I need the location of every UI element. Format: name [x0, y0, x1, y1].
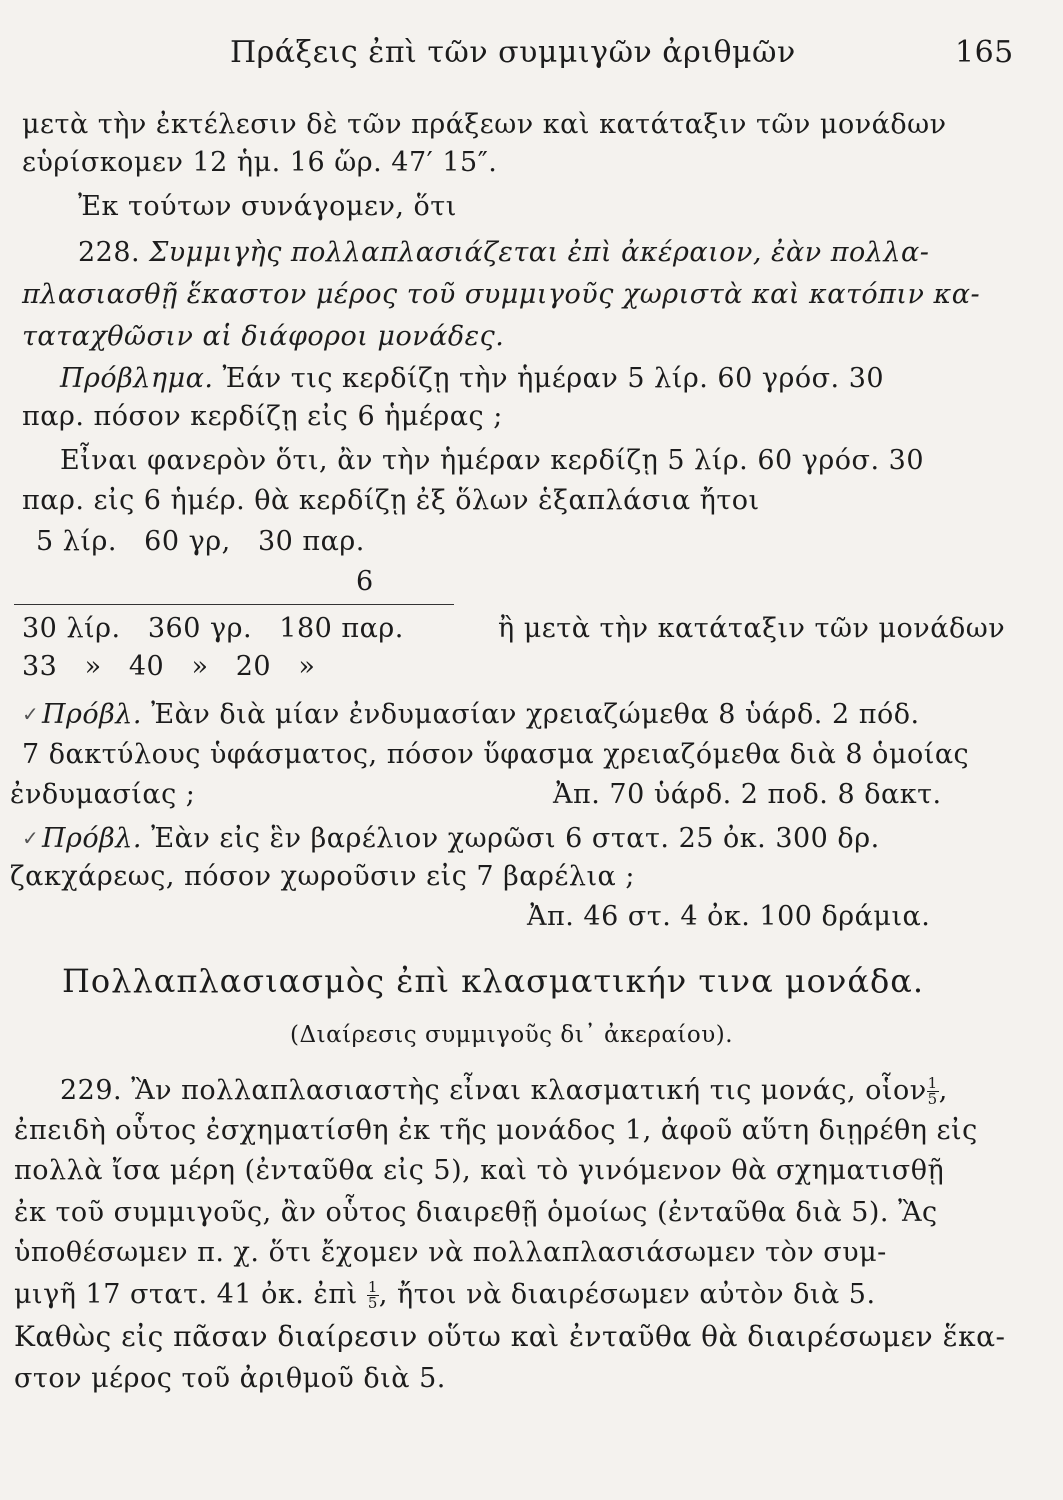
rule-text: πλασιασθῇ ἕκαστον μέρος τοῦ συμμιγοῦς χωριστὰ καὶ κατόπιν κα-: [22, 279, 981, 310]
calc-row-3: 33 » 40 » 20 »: [22, 651, 316, 682]
text-line: Εἶναι φανερὸν ὅτι, ἂν τὴν ἡμέραν κερδίζῃ 5 λίρ. 60 γρόσ. 30: [60, 445, 924, 476]
exercise-2-answer: Ἀπ. 46 στ. 4 ὀκ. 100 δράμια.: [527, 901, 931, 932]
exercise-1-line: [42, 698, 920, 732]
rule-228-line: [78, 236, 929, 270]
calc-row-2: 30 λίρ. 360 γρ. 180 παρ.: [22, 613, 404, 644]
rule-text: Συμμιγὴς πολλαπλασιάζεται ἐπὶ ἀκέραιον, ἐὰν πολλα-: [149, 237, 930, 268]
fraction-one-fifth: [927, 1076, 939, 1107]
fraction-denominator: 5: [367, 1294, 378, 1312]
problem-text: Ἐάν τις κερδίζῃ τὴν ἡμέραν 5 λίρ. 60 γρόσ. 30: [222, 363, 885, 394]
calc-row-2-note: ἢ μετὰ τὴν κατάταξιν τῶν μονάδων: [498, 613, 1006, 644]
rule-text: Ἂν πολλαπλασιαστὴς εἶναι κλασματική τις μονάς, οἷον: [131, 1075, 927, 1106]
text-line: 7 δακτύλους ὑφάσματος, πόσον ὕφασμα χρειαζόμεθα διὰ 8 ὁμοίας: [22, 739, 970, 770]
exercise-label: Πρόβλ.: [42, 823, 142, 854]
fraction-one-fifth: [367, 1280, 379, 1311]
check-mark: ✓: [22, 702, 39, 726]
page-number: 165: [955, 35, 1014, 70]
problem-line: [60, 362, 884, 396]
fraction-denominator: 5: [927, 1090, 938, 1108]
rule-text: ταταχθῶσιν αἱ διάφοροι μονάδες.: [22, 321, 505, 352]
text-line: ζακχάρεως, πόσον χωροῦσιν εἰς 7 βαρέλια ;: [10, 861, 635, 892]
text-line: Ἐκ τούτων συνάγομεν, ὅτι: [78, 191, 457, 222]
section-subheading: (Διαίρεσις συμμιγοῦς δι᾽ ἀκεραίου).: [290, 1022, 734, 1048]
check-mark: ✓: [22, 826, 39, 850]
text-line: ἐνδυμασίας ;: [10, 779, 196, 810]
text-line: παρ. εἰς 6 ἡμέρ. θὰ κερδίζῃ ἐξ ὅλων ἑξαπλάσια ἤτοι: [22, 485, 760, 516]
text-line: μετὰ τὴν ἐκτέλεσιν δὲ τῶν πράξεων καὶ κατάταξιν τῶν μονάδων: [22, 109, 947, 140]
fraction-numerator: 1: [927, 1074, 938, 1092]
running-header-title: Πράξεις ἐπὶ τῶν συμμιγῶν ἀριθμῶν: [230, 35, 796, 70]
calc-divider: [14, 604, 454, 605]
section-heading: Πολλαπλασιασμὸς ἐπὶ κλασματικήν τινα μονάδα.: [62, 962, 925, 1000]
calc-multiplier: 6: [356, 566, 374, 597]
text-segment: ἤτοι νὰ διαιρέσωμεν αὐτὸν διὰ 5.: [397, 1279, 876, 1310]
exercise-1-answer: Ἀπ. 70 ὑάρδ. 2 ποδ. 8 δακτ.: [553, 779, 942, 810]
calc-row-1: 5 λίρ. 60 γρ, 30 παρ.: [36, 526, 365, 557]
text-line: ἐκ τοῦ συμμιγοῦς, ἂν οὗτος διαιρεθῇ ὁμοίως (ἐνταῦθα διὰ 5). Ἂς: [14, 1197, 938, 1228]
rule-229-fraction-line: μιγῆ 17 στατ. 41 ὀκ. ἐπὶ $\frac{1}{5}$ , ἤτοι νὰ διαιρέσωμεν αὐτὸν διὰ 5.: [14, 1278, 876, 1312]
text-line: παρ. πόσον κερδίζῃ εἰς 6 ἡμέρας ;: [22, 401, 503, 432]
exercise-text: Ἐὰν διὰ μίαν ἐνδυμασίαν χρειαζώμεθα 8 ὑάρδ. 2 πόδ.: [151, 699, 920, 730]
exercise-text: Ἐὰν εἰς ἓν βαρέλιον χωρῶσι 6 στατ. 25 ὀκ. 300 δρ.: [151, 823, 880, 854]
text-line: εὑρίσκομεν 12 ἡμ. 16 ὥρ. 47′ 15″.: [22, 147, 498, 178]
section-number: 229.: [60, 1075, 123, 1106]
exercise-label: Πρόβλ.: [42, 699, 142, 730]
text-line: στον μέρος τοῦ ἀριθμοῦ διὰ 5.: [14, 1363, 446, 1394]
text-line: Καθὼς εἰς πᾶσαν διαίρεσιν οὕτω καὶ ἐνταῦθα θὰ διαιρέσωμεν ἕκα-: [14, 1320, 1006, 1353]
rule-229-line: 229. Ἂν πολλαπλασιαστὴς εἶναι κλασματική τις μονάς, οἷον $\frac{1}{5}$ ,: [60, 1074, 948, 1108]
text-line: πολλὰ ἴσα μέρη (ἐνταῦθα εἰς 5), καὶ τὸ γινόμενον θὰ σχηματισθῇ: [14, 1155, 945, 1186]
fraction-numerator: 1: [367, 1278, 378, 1296]
text-segment: μιγῆ 17 στατ. 41 ὀκ. ἐπὶ: [14, 1279, 358, 1310]
text-line: ὑποθέσωμεν π. χ. ὅτι ἔχομεν νὰ πολλαπλασιάσωμεν τὸν συμ-: [14, 1237, 887, 1268]
section-number: 228.: [78, 237, 141, 268]
exercise-2-line: [42, 822, 880, 856]
problem-label: Πρόβλημα.: [60, 363, 214, 394]
text-line: ἐπειδὴ οὗτος ἐσχηματίσθη ἐκ τῆς μονάδος 1, ἀφοῦ αὕτη διῃρέθη εἰς: [14, 1115, 978, 1146]
